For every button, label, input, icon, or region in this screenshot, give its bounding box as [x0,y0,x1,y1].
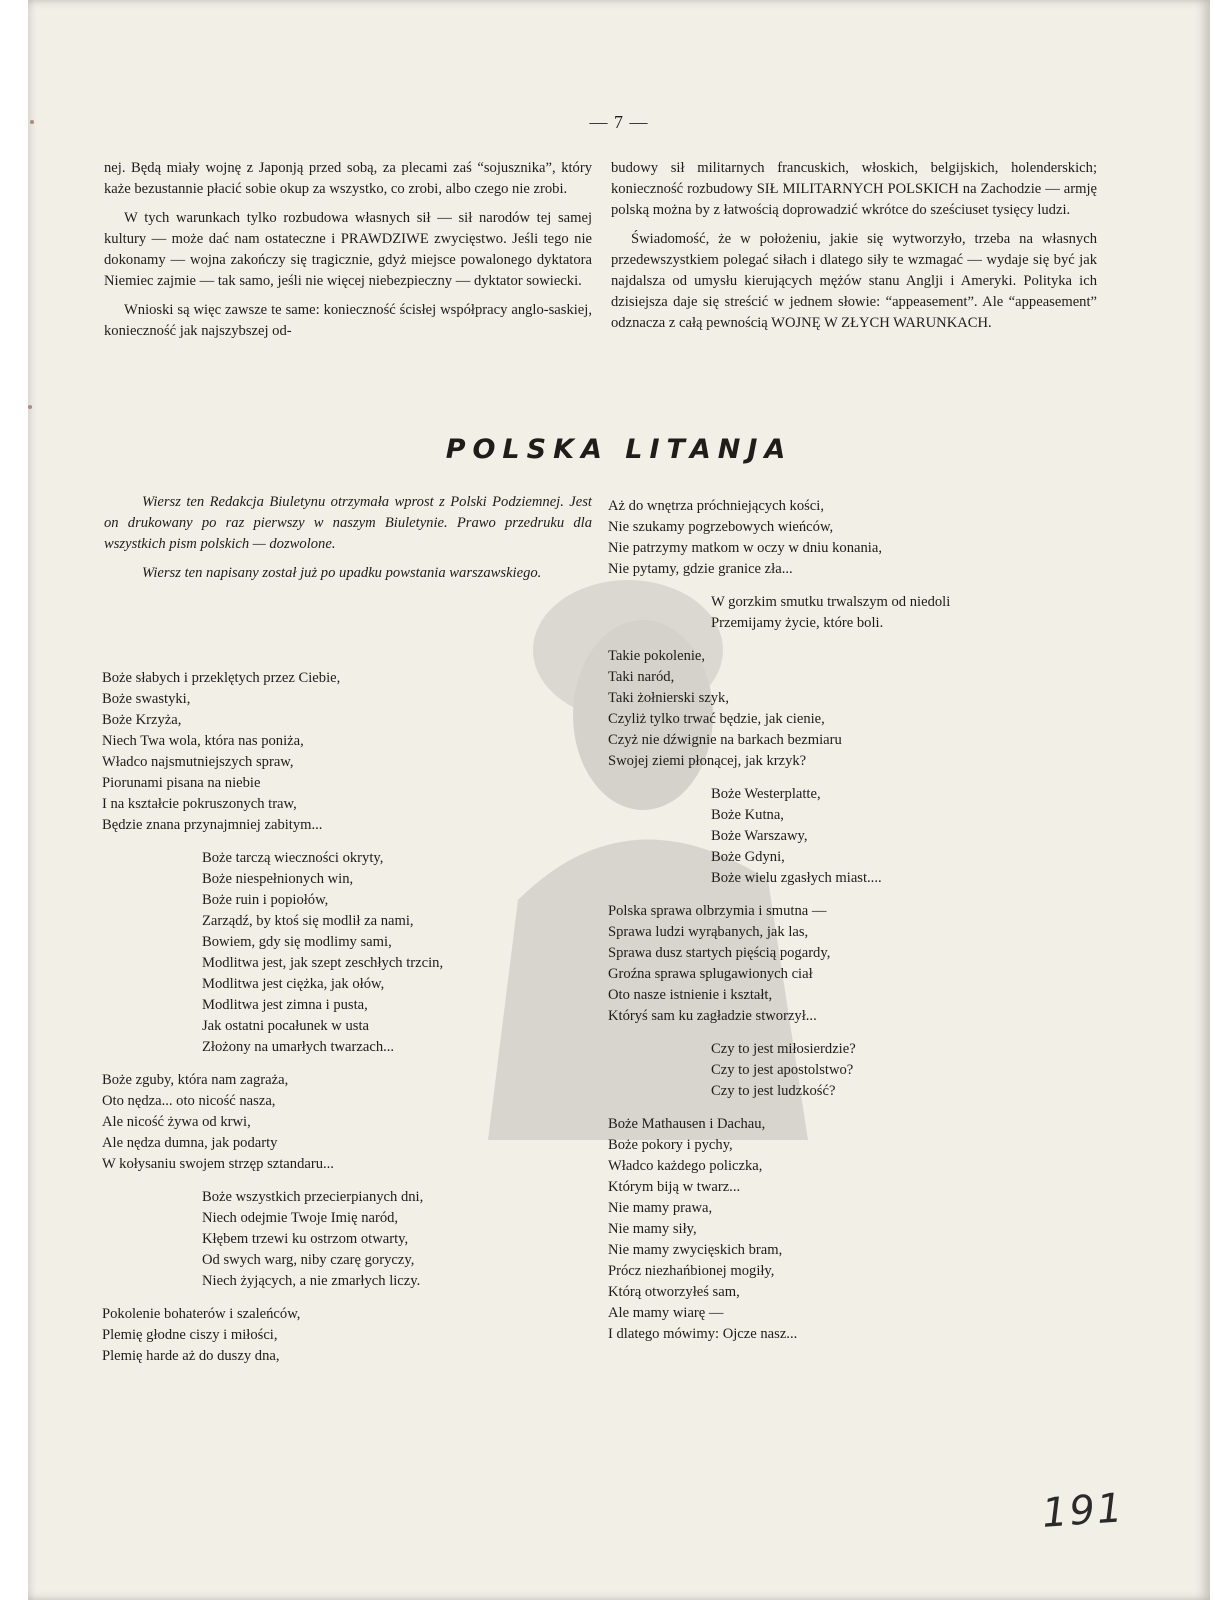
poem-stanza [102,1070,590,1175]
poem-line: Swojej ziemi płonącej, jak krzyk? [608,753,807,769]
poem-line: Pokolenie bohaterów i szaleńców, [102,1306,301,1322]
poem-line: Czyż nie dźwignie na barkach bezmiaru [608,732,842,748]
poem-line: Jak ostatni pocałunek w usta [202,1018,369,1034]
page-number: — 7 — [589,112,649,132]
article-column-left [104,158,592,350]
poem-line: Przemijamy życie, które boli. [711,615,884,631]
poem-line: Nie mamy prawa, [608,1200,713,1216]
poem-line: Boże pokory i pychy, [608,1137,733,1153]
intro-paragraph: Wiersz ten napisany został już po upadku powstania warszawskiego. [142,565,542,581]
poem-intro [104,492,592,592]
poem-line: I dlatego mówimy: Ojcze nasz... [608,1326,798,1342]
punch-mark [28,405,32,409]
poem-line: Modlitwa jest, jak szept zeschłych trzcin, [202,955,444,971]
poem-stanza [102,1304,590,1367]
poem-line: Nie mamy zwycięskich bram, [608,1242,783,1258]
poem-line: Czy to jest miłosierdzie? [711,1041,856,1057]
poem-line: Którym biją w twarz... [608,1179,741,1195]
poem-line: Czy to jest ludzkość? [711,1083,836,1099]
poem-line: Plemię głodne ciszy i miłości, [102,1327,278,1343]
poem-line: I na kształcie pokruszonych traw, [102,796,297,812]
poem-line: Boże wielu zgasłych miast.... [711,870,882,886]
poem-line: Któryś sam ku zagładzie stworzył... [608,1008,817,1024]
poem-line: Prócz niezhańbionej mogiły, [608,1263,775,1279]
poem-line: Piorunami pisana na niebie [102,775,261,791]
poem-stanza [608,1039,1094,1102]
poem-line: Boże Kutna, [711,807,784,823]
paragraph: W tych warunkach tylko rozbudowa własnych sił — sił narodów tej samej kultury — może dać nam ostateczne i PRAWDZIWE zwycięstwo. Jeśli tego nie dokonamy — wojna zakończy się tragicznie, gdyż miejsce powalonego dyktatora Niemiec zajmie — tak samo, jeśli nie więcej niebezpieczny — dyktator sowiecki. [104,210,592,289]
poem-line: Oto nędza... oto nicość nasza, [102,1093,276,1109]
paragraph: Świadomość, że w położeniu, jakie się wytworzyło, trzeba na własnych przedewszystkiem polegać siłach i dlatego siły te wzmagać — wydaje się być jak najdalsza od umysłu kierujących mężów stanu Anglji i Ameryki. Polityka ich dzisiejsza daje się streścić w jednem słowie: “appeasement”. Ale “appeasement” odznacza z całą pewnością WOJNĘ W ZŁYCH WARUNKACH. [611,231,1097,331]
poem-line: Nie patrzymy matkom w oczy w dniu konania, [608,540,882,556]
poem-title: POLSKA LITANJA [445,434,793,465]
poem-line: Sprawa ludzi wyrąbanych, jak las, [608,924,809,940]
poem-line: Będzie znana przynajmniej zabitym... [102,817,323,833]
poem-line: Boże swastyki, [102,691,191,707]
poem-line: Czy to jest apostolstwo? [711,1062,854,1078]
poem-line: W gorzkim smutku trwalszym od niedoli [711,594,951,610]
poem-line: Czyliż tylko trwać będzie, jak cienie, [608,711,825,727]
poem-line: Boże Krzyża, [102,712,182,728]
poem-line: Boże zguby, która nam zagraża, [102,1072,289,1088]
poem-line: Zarządź, by ktoś się modlił za nami, [202,913,414,929]
poem-stanza [608,646,1094,772]
intro-paragraph: Wiersz ten Redakcja Biuletynu otrzymała wprost z Polski Podziemnej. Jest on drukowany po raz pierwszy w naszym Biuletynie. Prawo przedruku dla wszystkich pism polskich — dozwolone. [104,494,592,552]
poem-line: Nie mamy siły, [608,1221,697,1237]
poem-line: Ale nicość żywa od krwi, [102,1114,251,1130]
poem-line: Ale nędza dumna, jak podarty [102,1135,278,1151]
poem-line: Plemię harde aż do duszy dna, [102,1348,280,1364]
paragraph: Wnioski są więc zawsze te same: konieczność ścisłej współpracy anglo-saskiej, konieczność jak najszybszej od- [104,302,592,339]
poem-stanza [102,848,590,1058]
document-page [28,0,1210,1600]
poem-line: Władco każdego policzka, [608,1158,763,1174]
poem-line: Modlitwa jest ciężka, jak ołów, [202,976,385,992]
poem-line: Takie pokolenie, [608,648,706,664]
poem-line: Nie pytamy, gdzie granice zła... [608,561,793,577]
paragraph: nej. Będą miały wojnę z Japonją przed sobą, za plecami zaś “sojusznika”, który każe bezustannie płacić sobie okup za wszystko, co zrobi, albo czego nie zrobi. [104,160,592,197]
poem-line: Niech Twa wola, która nas poniża, [102,733,304,749]
poem-stanza [608,901,1094,1027]
poem-stanza [608,592,1094,634]
poem-line: Taki naród, [608,669,675,685]
poem-line: W kołysaniu swojem strzęp sztandaru... [102,1156,334,1172]
poem-line: Boże wszystkich przecierpianych dni, [202,1189,424,1205]
poem-line: Boże słabych i przeklętych przez Ciebie, [102,670,341,686]
poem-line: Władco najsmutniejszych spraw, [102,754,294,770]
poem-stanza [608,784,1094,889]
poem-line: Boże tarczą wieczności okryty, [202,850,384,866]
poem-line: Taki żołnierski szyk, [608,690,729,706]
poem-line: Boże Mathausen i Dachau, [608,1116,766,1132]
paragraph: budowy sił militarnych francuskich, włoskich, belgijskich, holenderskich; konieczność rozbudowy SIŁ MILITARNYCH POLSKICH na Zachodzie — armję polską można by z łatwością doprowadzić wkrótce do sześciuset tysięcy ludzi. [611,160,1097,218]
poem-line: Ale mamy wiarę — [608,1305,724,1321]
poem-line: Boże Gdyni, [711,849,785,865]
poem-line: Złożony na umarłych twarzach... [202,1039,395,1055]
poem-line: Groźna sprawa splugawionych ciał [608,966,813,982]
poem-line: Niech żyjących, a nie zmarłych liczy. [202,1273,421,1289]
article-column-right [611,158,1097,342]
handwritten-page-number: 191 [1040,1485,1126,1537]
poem-line: Niech odejmie Twoje Imię naród, [202,1210,399,1226]
poem-stanza [102,668,590,836]
poem-line: Od swych warg, niby czarę goryczy, [202,1252,415,1268]
poem-column-left [102,668,590,1379]
punch-mark [30,120,34,124]
poem-line: Boże Warszawy, [711,828,808,844]
poem-line: Boże Westerplatte, [711,786,821,802]
poem-stanza [608,1114,1094,1345]
poem-line: Bowiem, gdy się modlimy sami, [202,934,392,950]
poem-line: Sprawa dusz startych pięścią pogardy, [608,945,831,961]
poem-line: Modlitwa jest zimna i pusta, [202,997,368,1013]
poem-line: Nie szukamy pogrzebowych wieńców, [608,519,834,535]
poem-line: Oto nasze istnienie i kształt, [608,987,773,1003]
poem-line: Aż do wnętrza próchniejących kości, [608,498,824,514]
poem-line: Którą otworzyłeś sam, [608,1284,740,1300]
poem-stanza [608,496,1094,580]
poem-line: Kłębem trzewi ku ostrzom otwarty, [202,1231,409,1247]
poem-line: Boże ruin i popiołów, [202,892,329,908]
poem-line: Polska sprawa olbrzymia i smutna — [608,903,827,919]
poem-column-right [608,496,1094,1357]
poem-stanza [102,1187,590,1292]
poem-line: Boże niespełnionych win, [202,871,354,887]
